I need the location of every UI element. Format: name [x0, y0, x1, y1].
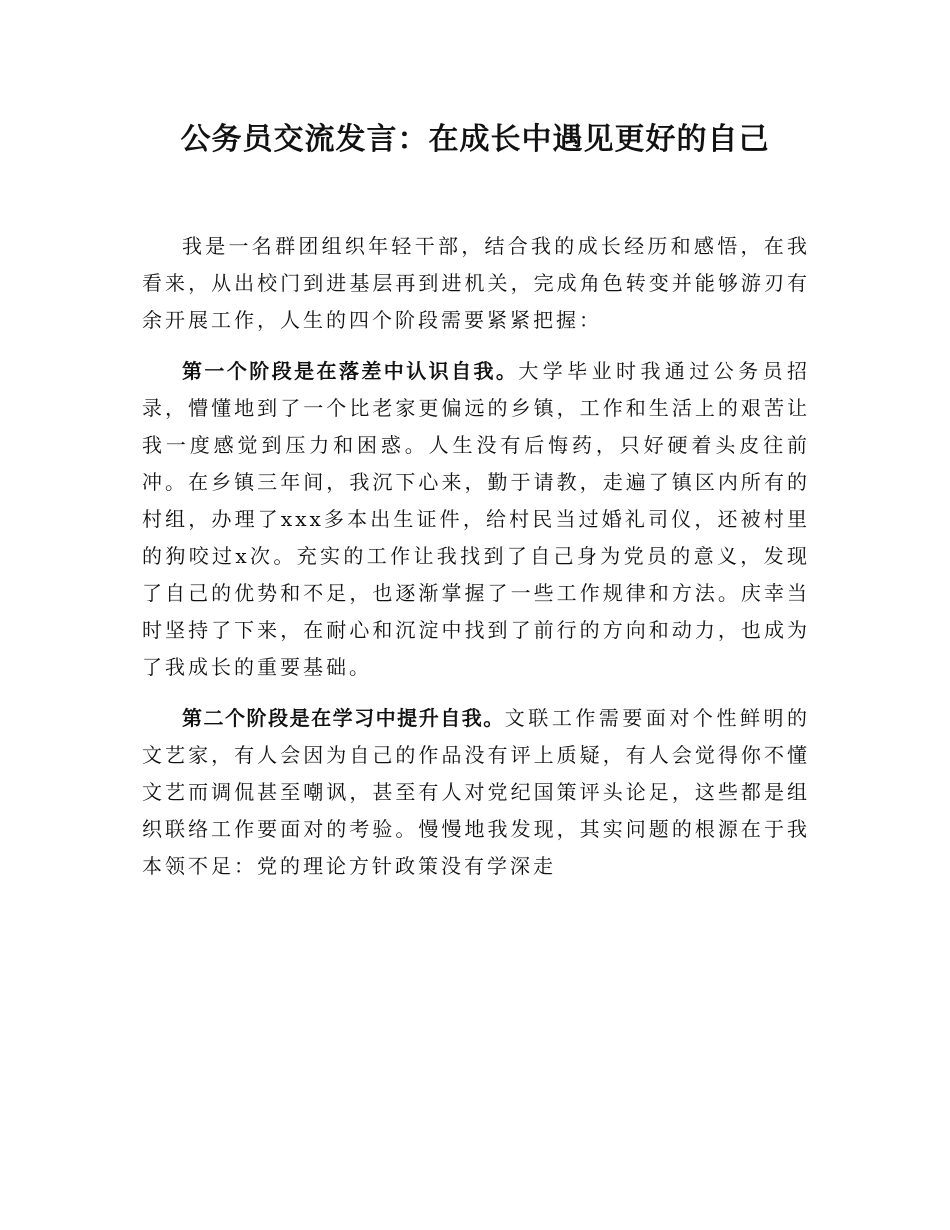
paragraph-intro — [142, 228, 810, 339]
document-body — [142, 228, 810, 899]
document-title: 公务员交流发言：在成长中遇见更好的自己 — [180, 122, 770, 157]
paragraph-stage-two — [142, 700, 810, 885]
paragraph-text: 大学毕业时我通过公务员招录，懵懂地到了一个比老家更偏远的乡镇，工作和生活上的艰苦让我一度感觉到压力和困惑。人生没有后悔药，只好硬着头皮往前冲。在乡镇三年间，我沉下心来，勤于请教，走遍了镇区内所有的村组，办理了xxx多本出生证件，给村民当过婚礼司仪，还被村里的狗咬过x次。充实的工作让我找到了自己身为党员的意义，发现了自己的优势和不足，也逐渐掌握了一些工作规律和方法。庆幸当时坚持了下来，在耐心和沉淀中找到了前行的方向和动力，也成为了我成长的重要基础。 — [142, 359, 811, 679]
paragraph-lead: 第一个阶段是在落差中认识自我。 — [182, 359, 519, 383]
paragraph-stage-one — [142, 353, 810, 686]
paragraph-lead: 第二个阶段是在学习中提升自我。 — [182, 706, 505, 730]
paragraph-text: 文联工作需要面对个性鲜明的文艺家，有人会因为自己的作品没有评上质疑，有人会觉得你不懂文艺而调侃甚至嘲讽，甚至有人对党纪国策评头论足，这些都是组织联络工作要面对的考验。慢慢地我发现，其实问题的根源在于我本领不足：党的理论方针政策没有学深走 — [142, 706, 811, 878]
paragraph-text: 我是一名群团组织年轻干部，结合我的成长经历和感悟，在我看来，从出校门到进基层再到进机关，完成角色转变并能够游刃有余开展工作，人生的四个阶段需要紧紧把握： — [142, 234, 810, 332]
